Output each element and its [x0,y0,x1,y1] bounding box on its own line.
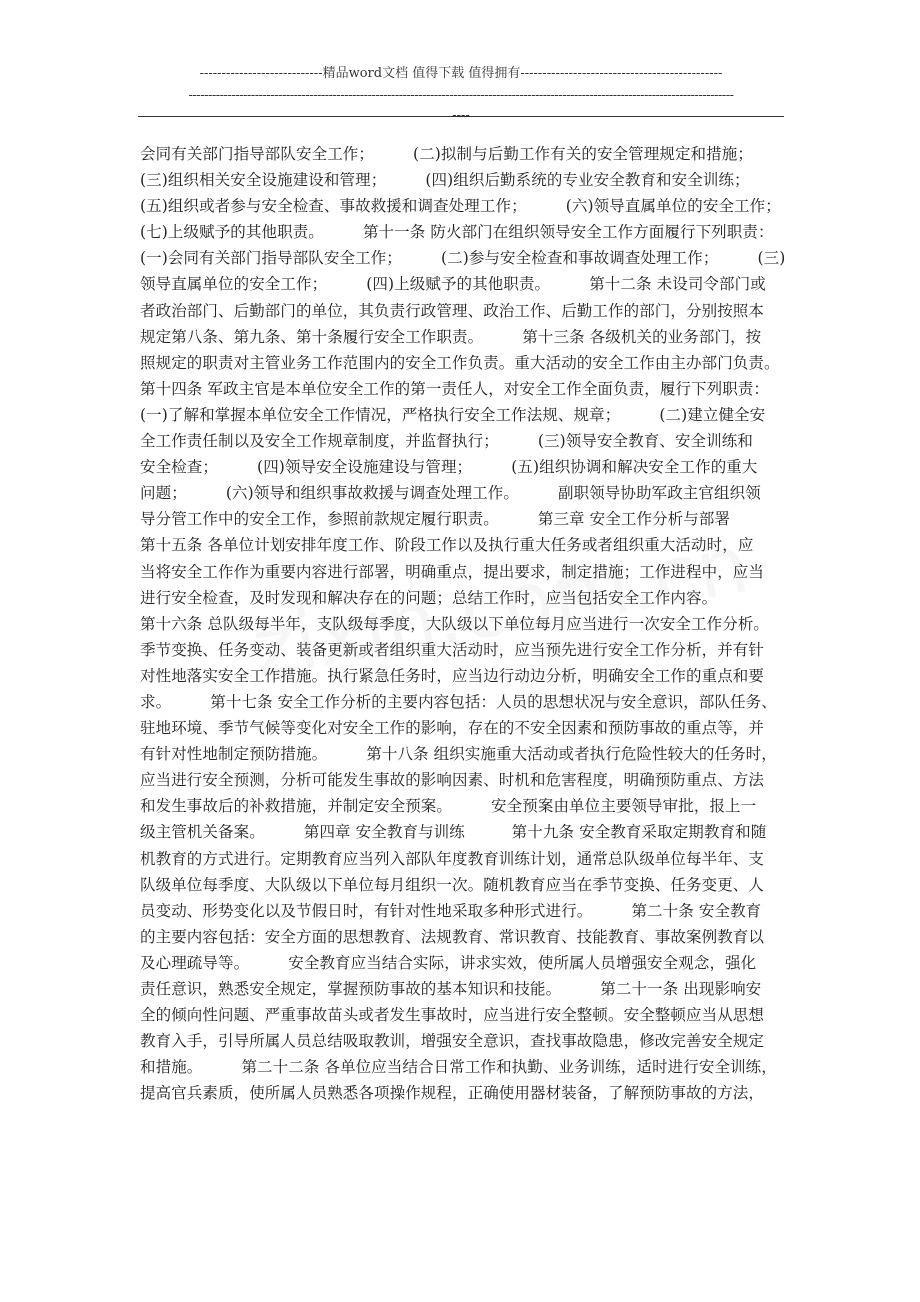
body-line: 和发生事故后的补救措施，并制定安全预案。 安全预案由单位主要领导审批，报上一 [140,797,757,816]
header-dash-line: -------------------------------------------------------------------------------------------------------------------------------------------- [188,88,734,103]
body-line: 第十六条 总队级每半年，支队级每季度，大队级以下单位每月应当进行一次安全工作分析。 [140,614,770,633]
body-line: 的主要内容包括：安全方面的思想教育、法规教育、常识教育、技能教育、事故案例教育以 [140,927,765,946]
body-line: 和措施。 第二十二条 各单位应当结合日常工作和执勤、业务训练，适时进行安全训练， [140,1058,777,1077]
body-line: 驻地环境、季节气候等变化对安全工作的影响，存在的不安全因素和预防事故的重点等，并 [140,719,765,738]
body-line: 安全检查； (四)领导安全设施建设与管理； (五)组织协调和解决安全工作的重大 [140,458,758,477]
body-line: 进行安全检查，及时发现和解决存在的问题；总结工作时，应当包括安全工作内容。 [140,588,718,607]
document-body [140,141,790,1106]
body-line: 全的倾向性问题、严重事故苗头或者发生事故时，应当进行安全整顿。安全整顿应当从思想 [140,1006,765,1025]
body-line: 级主管机关备案。 第四章 安全教育与训练 第十九条 安全教育采取定期教育和随 [140,823,767,842]
body-line: 照规定的职责对主管业务工作范围内的安全工作负责。重大活动的安全工作由主办部门负责。 [140,353,780,372]
body-line: 应当进行安全预测，分析可能发生事故的影响因素、时机和危害程度，明确预防重点、方法 [140,771,765,790]
header-divider [138,116,784,117]
body-line: 教育入手，引导所属人员总结吸取教训，增强安全意识，查找事故隐患，修改完善安全规定 [140,1032,765,1051]
body-line: (一)了解和掌握本单位安全工作情况，严格执行安全工作法规、规章； (二)建立健全安 [140,405,766,424]
body-line: 第十四条 军政主官是本单位安全工作的第一责任人，对安全工作全面负责，履行下列职责： [140,379,770,398]
body-line: 对性地落实安全工作措施。执行紧急任务时，应当边行动边分析，明确安全工作的重点和要 [140,666,765,685]
body-line: 季节变换、任务变动、装备更新或者组织重大活动时，应当预先进行安全工作分析，并有针 [140,640,765,659]
body-line: 责任意识，熟悉安全规定，掌握预防事故的基本知识和技能。 第二十一条 出现影响安 [140,980,762,998]
body-line: 领导直属单位的安全工作； (四)上级赋予的其他职责。 第十二条 未设司令部门或 [140,275,766,294]
body-line: 求。 第十七条 安全工作分析的主要内容包括：人员的思想状况与安全意识，部队任务、 [140,692,777,711]
body-line: (一)会同有关部门指导部队安全工作； (二)参与安全检查和事故调查处理工作； (三) [140,249,786,268]
body-line: (三)组织相关安全设施建设和管理； (四)组织后勤系统的专业安全教育和安全训练； [140,171,750,190]
body-line: 有针对性地制定预防措施。 第十八条 组织实施重大活动或者执行危险性较大的任务时， [140,745,777,764]
body-line: (五)组织或者参与安全检查、事故救援和调查处理工作； (六)领导直属单位的安全工作； [140,197,781,216]
body-line: 问题； (六)领导和组织事故救援与调查处理工作。 副职领导协助军政主官组织领 [140,484,761,503]
body-line: 导分管工作中的安全工作，参照前款规定履行职责。 第三章 安全工作分析与部署 [140,510,731,529]
body-line: 提高官兵素质，使所属人员熟悉各项操作规程，正确使用器材装备，了解预防事故的方法， [140,1084,765,1103]
body-line: 机教育的方式进行。定期教育应当列入部队年度教育训练计划，通常总队级单位每半年、支 [140,849,765,868]
body-line: 全工作责任制以及安全工作规章制度，并监督执行； (三)领导安全教育、安全训练和 [140,432,753,451]
body-line: 会同有关部门指导部队安全工作； (二)拟制与后勤工作有关的安全管理规定和措施； [140,145,753,163]
body-line: 第十五条 各单位计划安排年度工作、阶段工作以及执行重大任务或者组织重大活动时，应 [140,536,754,555]
body-line: 者政治部门、后勤部门的单位，其负责行政管理、政治工作、后勤工作的部门，分别按照本 [140,301,765,320]
header-banner: ----------------------------精品word文档 值得下载 值得拥有---------------------------------------------- [199,66,723,81]
body-line: 队级单位每季度、大队级以下单位每月组织一次。随机教育应当在季节变换、任务变更、人 [140,875,765,894]
header-dash-tail: ---- [452,108,470,123]
body-line: 规定第八条、第九条、第十条履行安全工作职责。 第十三条 各级机关的业务部门，按 [140,327,762,346]
body-line: 及心理疏导等。 安全教育应当结合实际，讲求实效，使所属人员增强安全观念，强化 [140,953,757,972]
body-line: (七)上级赋予的其他职责。 第十一条 防火部门在组织领导安全工作方面履行下列职责： [140,223,774,242]
body-line: 员变动、形势变化以及节假日时，有针对性地采取多种形式进行。 第二十条 安全教育 [140,901,762,920]
body-line: 当将安全工作作为重要内容进行部署，明确重点，提出要求，制定措施；工作进程中，应当 [140,562,765,581]
